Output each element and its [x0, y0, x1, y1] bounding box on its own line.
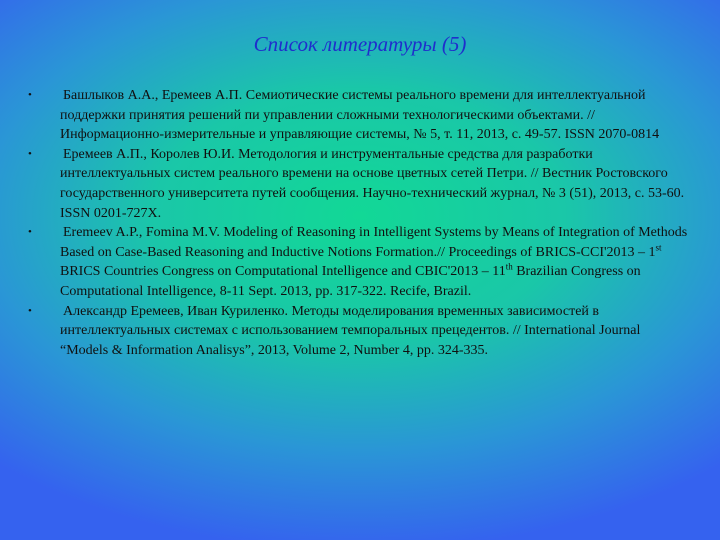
reference-text: [60, 223, 688, 301]
reference-item: [28, 145, 688, 223]
reference-item: [28, 86, 688, 145]
reference-text: Еремеев А.П., Королев Ю.И. Методология и инструментальные средства для разработки интеллектуальных систем реального времени на основе цветных сетей Петри. // Вестник Ростовского государственного университета путей сообщения. Научно-технический журнал, № 3 (51), 2013, с. 53-60. ISSN 0201-727X.: [60, 146, 685, 221]
reference-text-part: Eremeev A.P., Fomina M.V. Modeling of Reasoning in Intelligent Systems by Means of Integration of Methods Based on Case-Based Reasoning and Inductive Notions Formation.// Proceedings of BRICS-CCI'2013 – 1: [60, 225, 688, 260]
bullet-icon: •: [28, 226, 32, 239]
reference-list: [28, 86, 688, 360]
reference-text-part: BRICS Countries Congress on Computational Intelligence and CBIC'2013 – 11: [60, 264, 506, 280]
bullet-icon: •: [28, 304, 32, 317]
reference-item: [28, 302, 688, 361]
bullet-icon: •: [28, 147, 32, 160]
ordinal-suffix: st: [655, 242, 662, 253]
ordinal-suffix: th: [505, 261, 513, 272]
reference-item: [28, 223, 688, 301]
slide-title: Список литературы (5): [253, 32, 467, 56]
reference-text-part: Brazilian Congress on Computational Intelligence, 8-11 Sept. 2013, pp. 317-322. Recife, Brazil.: [60, 264, 641, 299]
bullet-icon: •: [28, 89, 32, 101]
reference-text: Башлыков А.А., Еремеев А.П. Семиотические системы реального времени для интеллектуальной поддержки принятия решений пи управлении сложными технологическими объектами. // Информационно-измерительные и управляющие системы, № 5, т. 11, 2013, с. 49-57. ISSN 2070-0814: [60, 88, 660, 143]
reference-text: Александр Еремеев, Иван Куриленко. Методы моделирования временных зависимостей в интеллектуальных системах с использованием темпоральных прецедентов. // International Journal “Models & Information Analisys”, 2013, Volume 2, Number 4, pp. 324-335.: [60, 303, 641, 358]
